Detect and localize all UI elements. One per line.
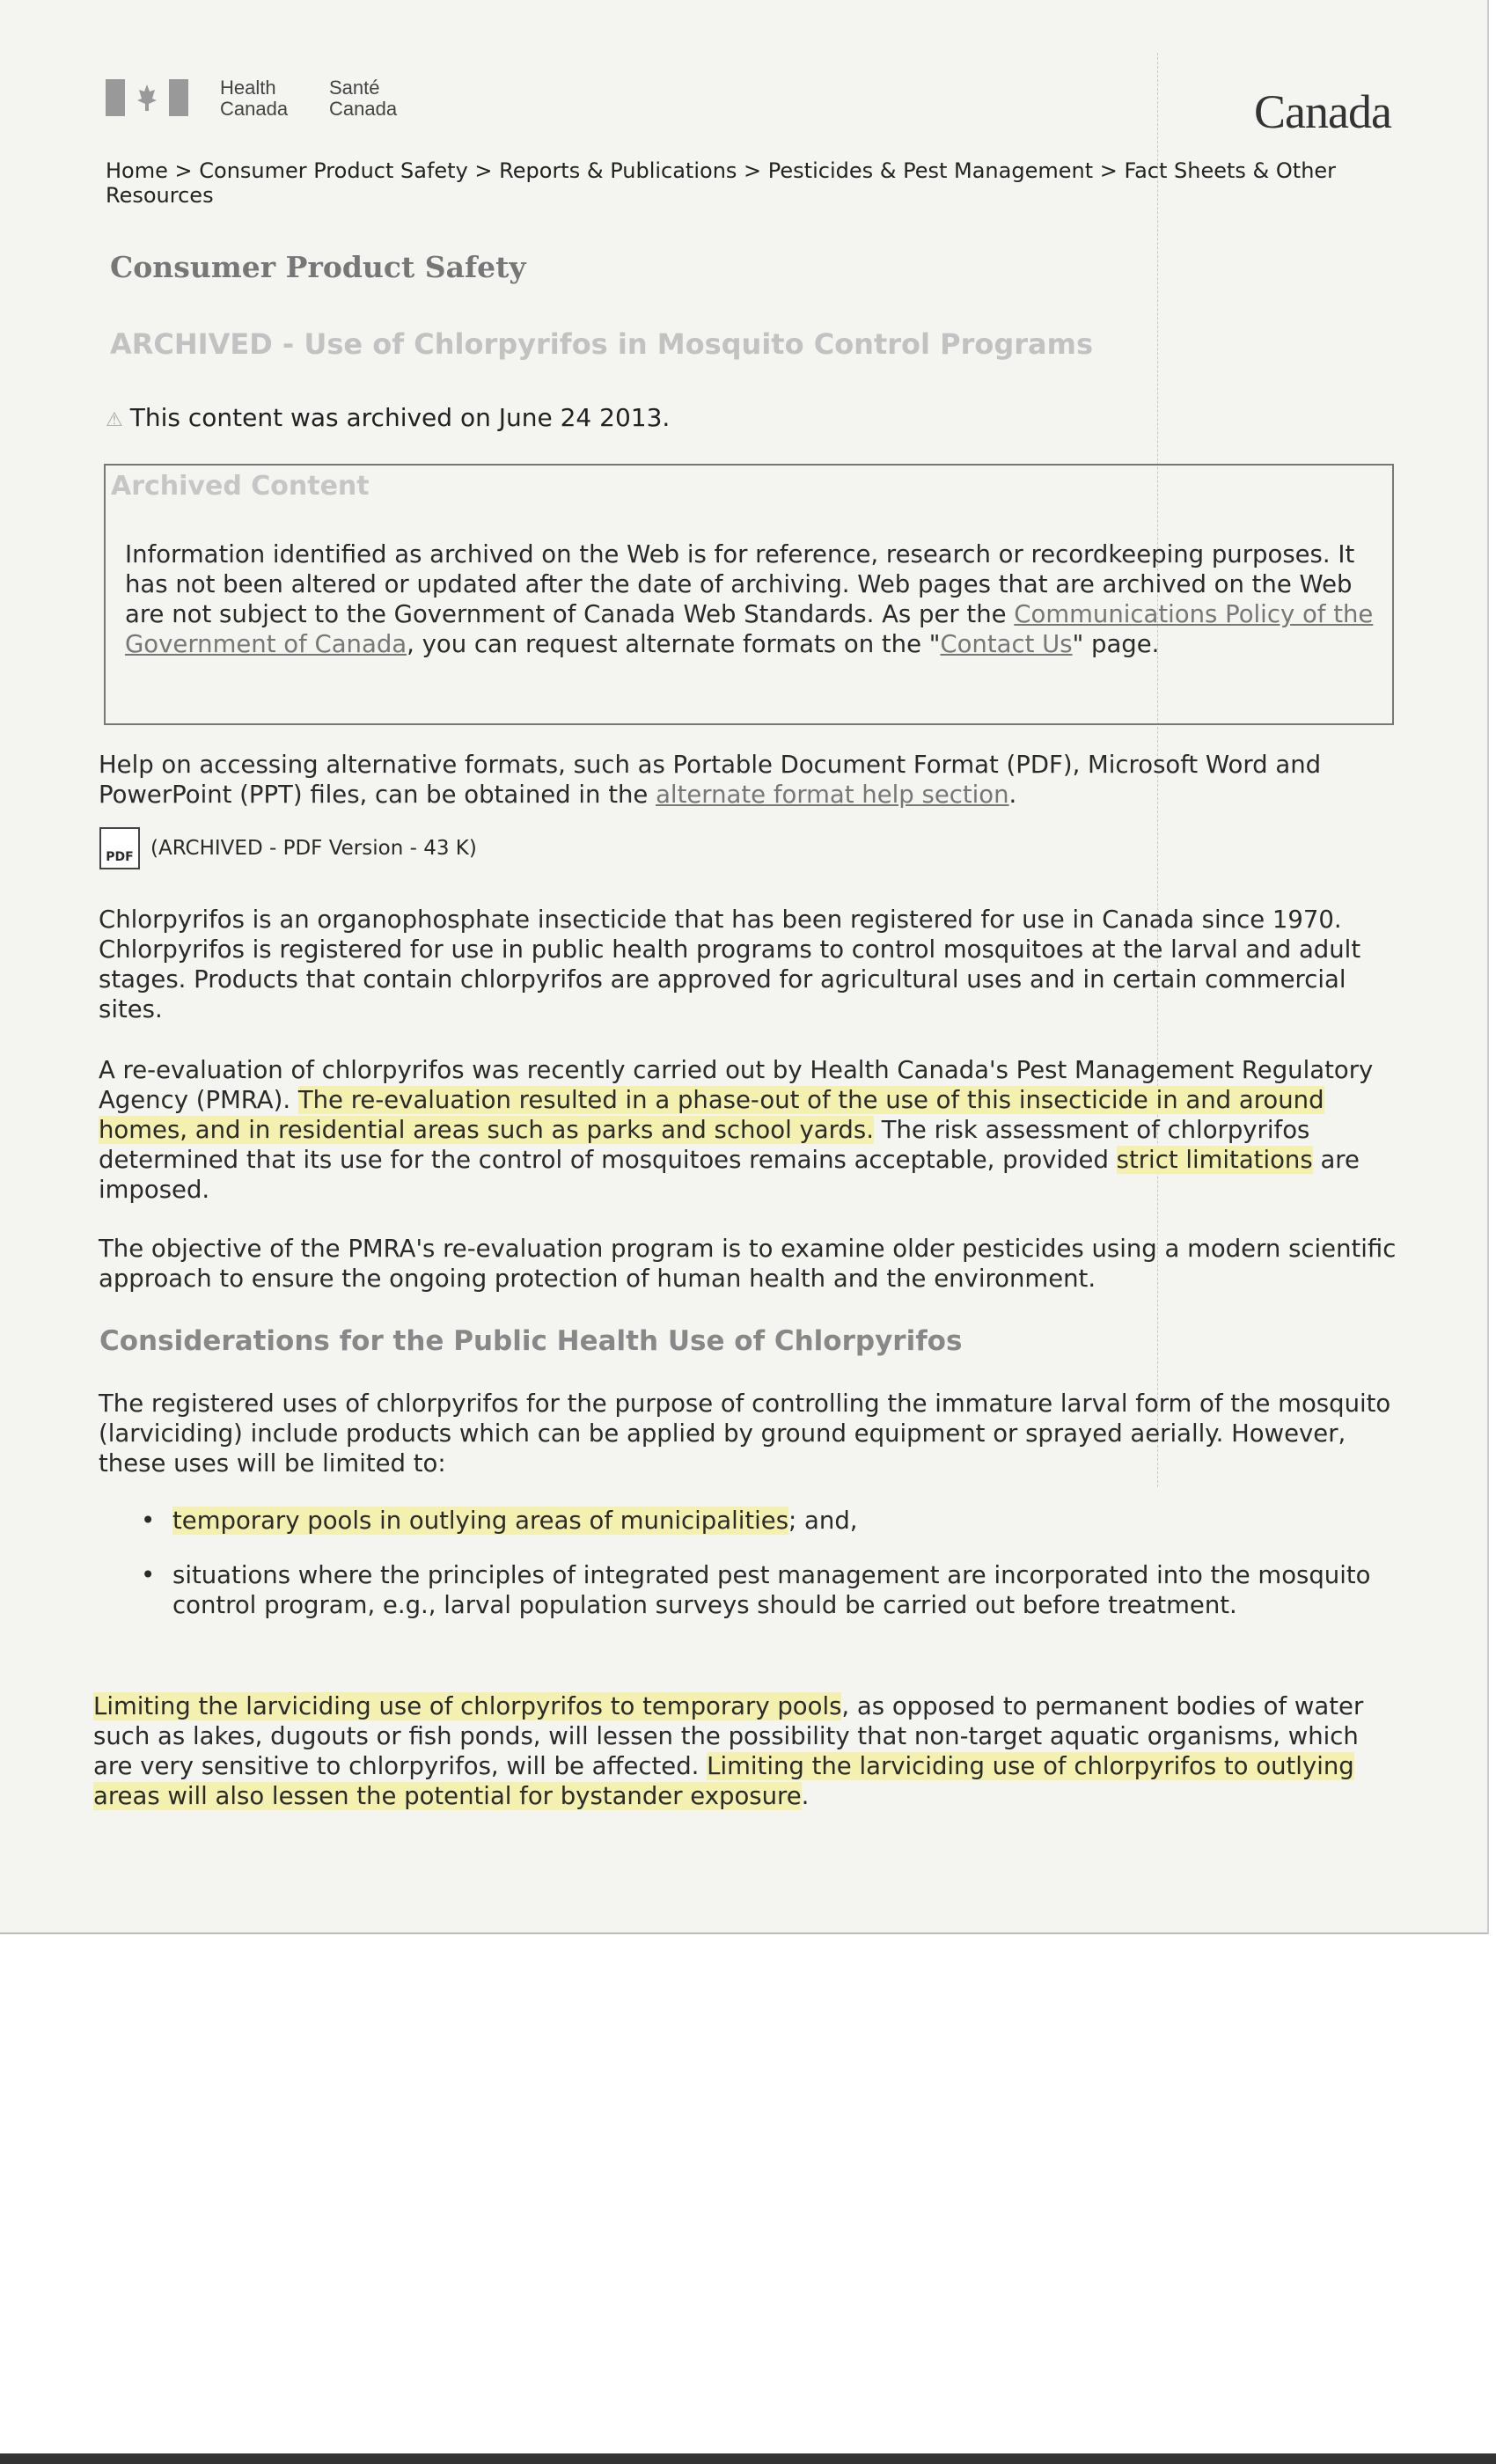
contact-us-link[interactable]: Contact Us: [940, 630, 1073, 658]
breadcrumb-fact-sheets[interactable]: Fact Sheets & Other Resources: [106, 158, 1337, 208]
breadcrumb: Home > Consumer Product Safety > Reports & Publications > Pesticides & Pest Management > Fact Sheets & Other Resources: [106, 158, 1337, 208]
list-item: • situations where the principles of integrated pest management are incorporated into the mosquito control program, e.g., larval population surveys should be carried out before treatment.: [141, 1560, 1373, 1620]
scan-edge: [0, 2453, 1496, 2464]
archived-box-title: Archived Content: [111, 471, 370, 502]
limitations-list: [141, 1506, 1373, 1620]
alternate-format-help-link[interactable]: alternate format help section: [656, 781, 1009, 809]
help-paragraph: Help on accessing alternative formats, such as Portable Document Format (PDF), Microsoft Word and PowerPoint (PPT) files, can be obtained in the alternate format help section.: [99, 751, 1322, 809]
archived-notice: ⚠ This content was archived on June 24 2013.: [106, 403, 671, 432]
pdf-icon: PDF: [99, 827, 140, 869]
breadcrumb-consumer-product-safety[interactable]: Consumer Product Safety: [199, 158, 468, 183]
section-title: Consumer Product Safety: [110, 250, 526, 284]
breadcrumb-pesticides[interactable]: Pesticides & Pest Management: [767, 158, 1094, 183]
breadcrumb-reports[interactable]: Reports & Publications: [499, 158, 737, 183]
breadcrumb-home[interactable]: Home: [106, 158, 168, 183]
paragraph-objective: The objective of the PMRA's re-evaluation program is to examine older pesticides using a modern scientific approach to ensure the ongoing protection of human health and the environment.: [99, 1235, 1397, 1293]
archived-content-box: [104, 464, 1394, 725]
warning-icon: ⚠: [106, 409, 123, 431]
canada-flag-icon: [106, 77, 188, 118]
page-title: ARCHIVED - Use of Chlorpyrifos in Mosquito Control Programs: [110, 327, 1094, 361]
dept-name-fr: Santé Canada: [329, 77, 398, 120]
paragraph-limiting: Limiting the larviciding use of chlorpyrifos to temporary pools, as opposed to permanent bodies of water such as lakes, dugouts or fish ponds, will lessen the possibility that non-target aquatic organisms, which are very sensitive to chlorpyrifos, will be affected. Limiting the larviciding use of chlorpyrifos to outlying areas will also lessen the potential for bystander exposure.: [93, 1692, 1364, 1810]
paragraph-registered-uses: The registered uses of chlorpyrifos for the purpose of controlling the immature larval form of the mosquito (larviciding) include products which can be applied by ground equipment or sprayed aerially. However, these uses will be limited to:: [99, 1390, 1391, 1478]
paragraph-intro: Chlorpyrifos is an organophosphate insecticide that has been registered for use in Canada since 1970. Chlorpyrifos is registered for use in public health programs to control mosquitoes at the larval and adult stages. Products that contain chlorpyrifos are approved for agricultural uses and in certain commercial sites.: [99, 906, 1361, 1023]
archived-box-text: Information identified as archived on the Web is for reference, research or recordkeeping purposes. It has not been altered or updated after the date of archiving. Web pages that are archived on the Web are not subject to the Government of Canada Web Standards. As per the Communications Policy of the Government of Canada, you can request alternate formats on the "Contact Us" page.: [125, 540, 1374, 658]
canada-wordmark: Canada: [1254, 85, 1391, 138]
list-item: • temporary pools in outlying areas of municipalities; and,: [141, 1506, 1373, 1536]
pdf-version-link[interactable]: PDF (ARCHIVED - PDF Version - 43 K): [99, 827, 477, 869]
communications-policy-link[interactable]: Communications Policy of the Government of Canada: [125, 600, 1374, 658]
paragraph-reevaluation: A re-evaluation of chlorpyrifos was recently carried out by Health Canada's Pest Management Regulatory Agency (PMRA). The re-evaluation resulted in a phase-out of the use of this insecticide in and around homes, and in residential areas such as parks and school yards. The risk assessment of chlorpyrifos determined that its use for the control of mosquitoes remains acceptable, provided strict limitations are imposed.: [99, 1056, 1374, 1204]
section-heading: Considerations for the Public Health Use of Chlorpyrifos: [99, 1325, 963, 1357]
dept-name-en: Health Canada: [220, 77, 289, 120]
